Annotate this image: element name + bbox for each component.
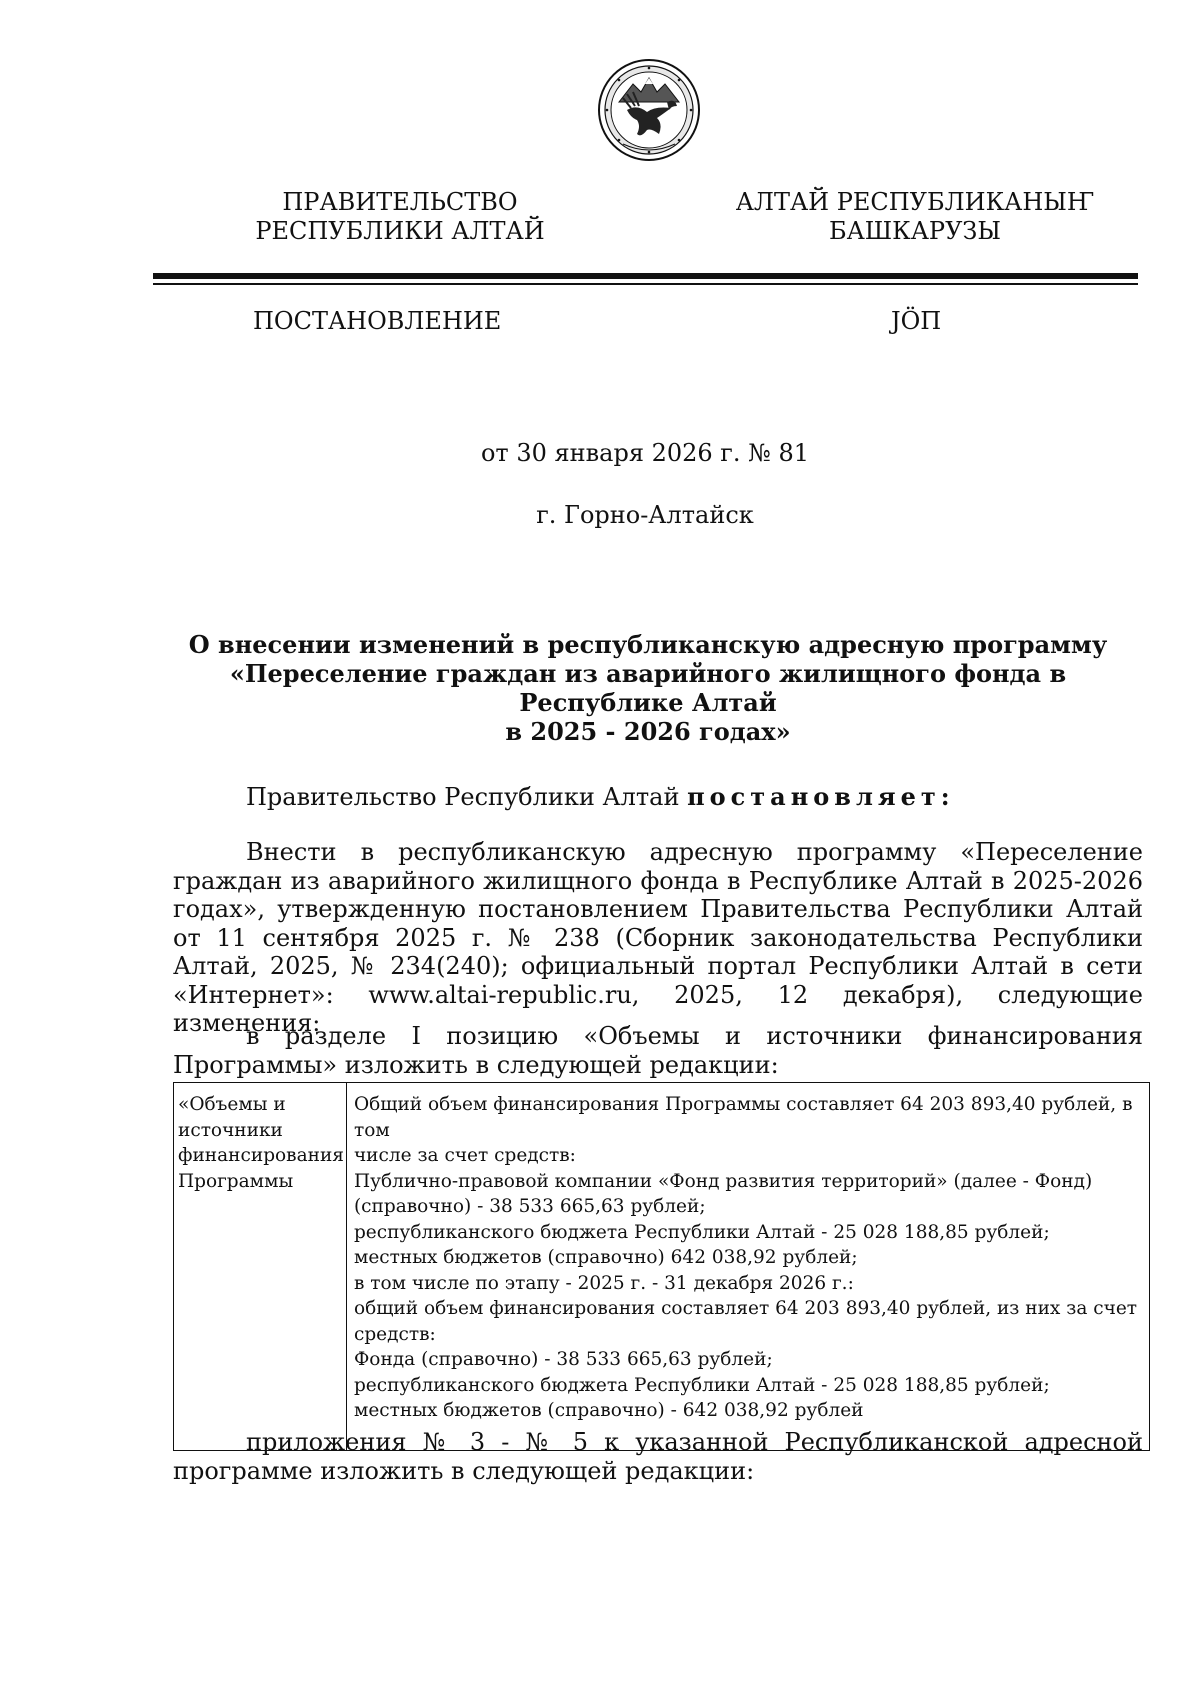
title-line1: О внесении изменений в республиканскую адресную программу: [188, 630, 1108, 659]
label-line: финансирования: [178, 1145, 344, 1166]
document-title: [173, 630, 1123, 746]
title-line3: в 2025 - 2026 годах»: [505, 717, 791, 746]
resolves-prefix: Правительство Республики Алтай: [246, 783, 688, 811]
value-line: средств:: [353, 1323, 436, 1345]
table-row: [174, 1083, 1150, 1451]
value-line: Фонда (справочно) - 38 533 665,63 рублей;: [353, 1349, 773, 1370]
title-line2: «Переселение граждан из аварийного жилищного фонда в Республике Алтай: [229, 659, 1067, 717]
government-name-line1: ПРАВИТЕЛЬСТВО: [282, 188, 518, 216]
value-line: Общий объем финансирования Программы составляет 64 203 893,40 рублей, в том: [353, 1094, 1133, 1141]
value-line: (справочно) - 38 533 665,63 рублей;: [353, 1196, 706, 1217]
resolves-clause: [246, 782, 955, 812]
value-line: общий объем финансирования составляет 64 203 893,40 рублей, из них за счет: [353, 1298, 1138, 1319]
label-line: Программы: [178, 1170, 294, 1192]
paragraph-text: приложения № 3 - № 5 к указанной Республиканской адресной программе изложить в следующей редакции:: [173, 1428, 1143, 1485]
government-name-altai-line2: БАШКАРУЗЫ: [828, 217, 1001, 245]
document-type-russian: ПОСТАНОВЛЕНИЕ: [253, 307, 502, 335]
value-line: республиканского бюджета Республики Алтай - 25 028 188,85 рублей;: [353, 1374, 1050, 1396]
paragraph-text: в разделе I позицию «Объемы и источники финансирования Программы» изложить в следующей редакции:: [173, 1022, 1143, 1079]
label-line: источники: [178, 1119, 283, 1141]
value-line: в том числе по этапу - 2025 г. - 31 декабря 2026 г.:: [353, 1272, 854, 1294]
document-date-number: от 30 января 2026 г. № 81: [480, 439, 810, 467]
government-name-altai-line1: АЛТАЙ РЕСПУБЛИКАНЫҤ: [735, 188, 1095, 216]
header-divider-thin: [153, 283, 1138, 285]
value-line: Публично-правовой компании «Фонд развития территорий» (далее - Фонд): [353, 1170, 1093, 1192]
table-label-cell: [174, 1083, 347, 1451]
table-value-cell: [346, 1083, 1149, 1451]
header-divider-thick: [153, 273, 1138, 279]
value-line: республиканского бюджета Республики Алтай - 25 028 188,85 рублей;: [353, 1221, 1050, 1243]
government-name-line2: РЕСПУБЛИКИ АЛТАЙ: [255, 217, 545, 245]
value-line: местных бюджетов (справочно) - 642 038,92 рублей: [353, 1400, 864, 1421]
republic-altai-coat-of-arms-icon: [597, 58, 701, 162]
financing-table: [173, 1082, 1150, 1451]
coat-of-arms-emblem: [597, 58, 701, 162]
paragraph-section-one: [173, 1022, 1143, 1079]
value-line: местных бюджетов (справочно) 642 038,92 рублей;: [353, 1247, 858, 1268]
government-name-russian: [200, 188, 600, 246]
document-city: г. Горно-Алтайск: [536, 501, 754, 529]
paragraph-amendment-intro: [173, 838, 1143, 1038]
paragraph-text: Внести в республиканскую адресную программу «Переселение граждан из аварийного жилищного фонда в Республике Алтай в 2025-2026 годах», утвержденную постановлением Правительства Республики Алтай от 11 сентября 2025 г. № 238 (Сборник законодательства Республики Алтай, 2025, № 234(240); официальный портал Республики Алтай в сети «Интернет»: www.altai-republic.ru, 2025, 12 декабря), следующие изменения:: [173, 838, 1143, 1037]
document-type-altai: JӦП: [891, 307, 942, 335]
value-line: числе за счет средств:: [353, 1145, 576, 1166]
label-line: «Объемы и: [178, 1094, 286, 1115]
resolves-keyword: постановляет:: [687, 782, 955, 811]
government-name-altai: [720, 188, 1110, 246]
paragraph-appendices: [173, 1428, 1143, 1485]
